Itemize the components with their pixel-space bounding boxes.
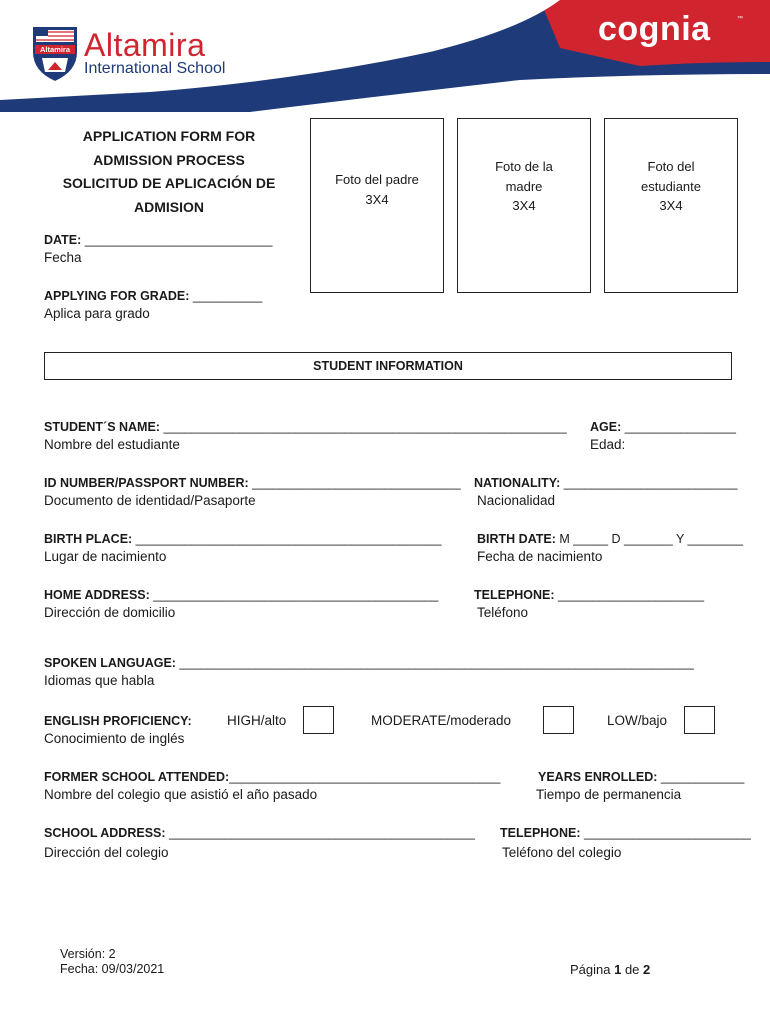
crest-label: Altamira xyxy=(39,45,71,54)
spoken-language-field[interactable] xyxy=(44,655,694,671)
birth-place-sublabel: Lugar de nacimiento xyxy=(44,549,167,564)
student-photo-label: Foto del estudiante 3X4 xyxy=(641,159,701,214)
student-name-line[interactable]: __________________________________________________________ xyxy=(159,420,567,434)
former-school-line[interactable]: _______________________________________ xyxy=(229,770,501,784)
age-sublabel: Edad: xyxy=(590,437,626,452)
moderate-checkbox[interactable] xyxy=(543,706,574,734)
school-telephone-sublabel: Teléfono del colegio xyxy=(502,845,622,860)
school-telephone-label: TELEPHONE: xyxy=(500,826,581,840)
years-enrolled-field[interactable] xyxy=(538,769,744,785)
nationality-sublabel: Nacionalidad xyxy=(477,493,556,508)
father-photo-label: Foto del padre 3X4 xyxy=(335,172,419,207)
page-word: Página xyxy=(570,962,615,977)
age-line[interactable]: ________________ xyxy=(621,420,736,434)
date-sublabel: Fecha xyxy=(44,250,82,265)
date-label: DATE: xyxy=(44,233,82,247)
footer-version-block xyxy=(60,947,164,977)
page-current: 1 xyxy=(614,962,622,977)
home-address-line[interactable]: _________________________________________ xyxy=(149,588,439,602)
birth-place-field[interactable] xyxy=(44,531,442,547)
telephone-label: TELEPHONE: xyxy=(474,588,555,602)
telephone-line[interactable]: _____________________ xyxy=(554,588,705,602)
school-address-field[interactable] xyxy=(44,825,475,841)
id-sublabel: Documento de identidad/Pasaporte xyxy=(44,493,256,508)
page-of-word: de xyxy=(621,962,644,977)
date-field[interactable] xyxy=(44,232,272,248)
birth-date-label: BIRTH DATE: xyxy=(477,532,556,546)
moderate-option-label: MODERATE/moderado xyxy=(371,713,512,728)
father-photo-box[interactable] xyxy=(310,118,444,293)
home-address-field[interactable] xyxy=(44,587,438,603)
title-line-2: ADMISSION PROCESS xyxy=(93,151,245,168)
former-school-field[interactable] xyxy=(44,769,500,785)
high-option-label: HIGH/alto xyxy=(227,713,287,728)
spoken-language-line[interactable]: __________________________________________________________________________ xyxy=(175,656,694,670)
spoken-language-sublabel: Idiomas que habla xyxy=(44,673,155,688)
date-line[interactable]: ___________________________ xyxy=(81,233,273,247)
id-field[interactable] xyxy=(44,475,461,491)
home-address-label: HOME ADDRESS: xyxy=(44,588,150,602)
grade-label: APPLYING FOR GRADE: xyxy=(44,289,190,303)
home-address-sublabel: Dirección de domicilio xyxy=(44,605,176,620)
english-proficiency-label: ENGLISH PROFICIENCY: xyxy=(44,714,192,728)
birth-place-line[interactable]: ____________________________________________ xyxy=(132,532,442,546)
mother-photo-box[interactable] xyxy=(457,118,591,293)
years-enrolled-sublabel: Tiempo de permanencia xyxy=(536,787,682,802)
birth-date-sublabel: Fecha de nacimiento xyxy=(477,549,603,564)
student-name-label: STUDENT´S NAME: xyxy=(44,420,160,434)
grade-line[interactable]: __________ xyxy=(189,289,263,303)
page-number xyxy=(570,962,650,977)
former-school-label: FORMER SCHOOL ATTENDED: xyxy=(44,770,230,784)
grade-sublabel: Aplica para grado xyxy=(44,306,150,321)
birth-date-field[interactable] xyxy=(477,531,743,547)
cognia-logo: cognia xyxy=(598,10,711,48)
nationality-field[interactable] xyxy=(474,475,738,491)
grade-field[interactable] xyxy=(44,288,262,304)
mother-photo-label: Foto de la madre 3X4 xyxy=(495,159,553,214)
footer-version: Versión: 2 xyxy=(60,947,116,961)
years-enrolled-label: YEARS ENROLLED: xyxy=(538,770,658,784)
student-name-field[interactable] xyxy=(44,419,567,435)
trademark-mark: ™ xyxy=(737,16,743,22)
title-line-3: SOLICITUD DE APLICACIÓN DE xyxy=(62,175,276,191)
student-information-header: STUDENT INFORMATION xyxy=(44,352,732,380)
age-field[interactable] xyxy=(590,419,736,435)
title-line-4: ADMISION xyxy=(134,198,204,215)
low-option-label: LOW/bajo xyxy=(607,713,668,728)
school-address-sublabel: Dirección del colegio xyxy=(44,845,169,860)
telephone-field[interactable] xyxy=(474,587,704,603)
spoken-language-label: SPOKEN LANGUAGE: xyxy=(44,656,176,670)
former-school-sublabel: Nombre del colegio que asistió el año pasado xyxy=(44,787,318,802)
footer-date: Fecha: 09/03/2021 xyxy=(60,962,165,976)
id-line[interactable]: ______________________________ xyxy=(248,476,461,490)
school-address-label: SCHOOL ADDRESS: xyxy=(44,826,166,840)
id-label: ID NUMBER/PASSPORT NUMBER: xyxy=(44,476,249,490)
school-telephone-line[interactable]: ________________________ xyxy=(580,826,751,840)
school-telephone-field[interactable] xyxy=(500,825,751,841)
school-name: Altamira xyxy=(84,27,206,63)
title-line-1: APPLICATION FORM FOR xyxy=(82,128,256,144)
student-name-sublabel: Nombre del estudiante xyxy=(44,437,180,452)
high-checkbox[interactable] xyxy=(303,706,334,734)
birth-place-label: BIRTH PLACE: xyxy=(44,532,133,546)
telephone-sublabel: Teléfono xyxy=(477,605,529,620)
english-proficiency-sublabel: Conocimiento de inglés xyxy=(44,731,185,746)
years-enrolled-line[interactable]: ____________ xyxy=(657,770,745,784)
school-subtitle: International School xyxy=(84,60,226,77)
student-photo-box[interactable] xyxy=(604,118,738,293)
form-title xyxy=(40,125,298,219)
school-crest-icon xyxy=(28,22,82,84)
age-label: AGE: xyxy=(590,420,622,434)
birth-date-line[interactable]: M _____ D _______ Y ________ xyxy=(555,532,744,546)
nationality-label: NATIONALITY: xyxy=(474,476,561,490)
school-address-line[interactable]: ____________________________________________ xyxy=(165,826,475,840)
page-total: 2 xyxy=(643,962,651,977)
low-checkbox[interactable] xyxy=(684,706,715,734)
nationality-line[interactable]: _________________________ xyxy=(560,476,738,490)
